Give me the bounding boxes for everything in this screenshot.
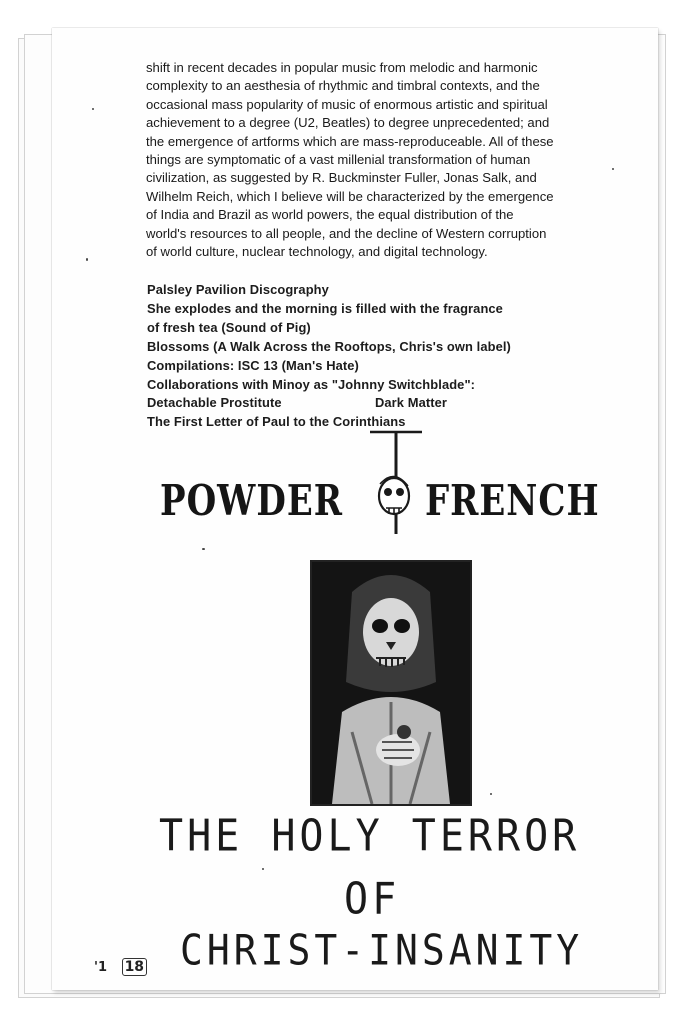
logo-word-left: POWDER (160, 476, 344, 526)
headline-line-1: THE HOLY TERROR (159, 810, 581, 862)
text-line: shift in recent decades in popular music from melodic and harmonic (146, 60, 538, 75)
text-line: achievement to a degree (U2, Beatles) to degree unprecedented; and (146, 115, 550, 131)
noise-speck (92, 108, 94, 110)
discography-item: Detachable Prostitute (147, 395, 282, 411)
discography-item: The First Letter of Paul to the Corinthians (147, 414, 406, 430)
text-line: world's resources to all people, and the decline of Western corruption (146, 225, 547, 241)
page-left-mark: '1 (94, 960, 108, 975)
text-line: things are symptomatic of a vast millenial transformation of human (146, 152, 531, 168)
discography-item: Dark Matter (375, 395, 448, 411)
logo-word-right: FRENCH (425, 476, 600, 526)
discography-item: She explodes and the morning is filled with the fragrance (147, 300, 503, 316)
text-line: Wilhelm Reich, which I believe will be characterized by the emergence (146, 188, 554, 204)
discography-heading: Palsley Pavilion Discography (147, 282, 329, 297)
text-line: complexity to an aesthesia of rhythmic and timbral contexts, and the (146, 78, 540, 94)
discography-item: Blossoms (A Walk Across the Rooftops, Chris's own label) (147, 338, 511, 354)
noise-speck (86, 258, 88, 261)
text-line: civilization, as suggested by R. Buckminster Fuller, Jonas Salk, and (146, 170, 537, 186)
text-line: of world culture, nuclear technology, and digital technology. (146, 244, 488, 260)
page-number-badge: 18 (122, 958, 147, 976)
skull-cross-icon (364, 428, 428, 538)
discography-item-pair (147, 394, 627, 413)
skeleton-christ-portrait (310, 560, 472, 806)
discography-item: Compilations: ISC 13 (Man's Hate) (147, 357, 359, 373)
text-line: occasional mass popularity of music of enormous artistic and spiritual (146, 96, 548, 112)
discography-item: of fresh tea (Sound of Pig) (147, 319, 311, 335)
text-line: of India and Brazil as world powers, the equal distribution of the (146, 207, 514, 223)
text-line: the emergence of artforms which are mass-reproduceable. All of these (146, 133, 554, 149)
zine-page (52, 28, 658, 990)
headline-line-3: CHRIST-INSANITY (180, 925, 584, 975)
noise-speck (612, 168, 614, 170)
discography-list (147, 281, 627, 432)
body-paragraph (146, 59, 626, 261)
noise-speck (202, 548, 205, 550)
page-number (94, 958, 147, 976)
discography-item: Collaborations with Minoy as "Johnny Switchblade": (147, 376, 476, 392)
noise-speck (490, 793, 492, 795)
headline-line-2: OF (344, 873, 401, 925)
noise-speck (262, 868, 264, 870)
